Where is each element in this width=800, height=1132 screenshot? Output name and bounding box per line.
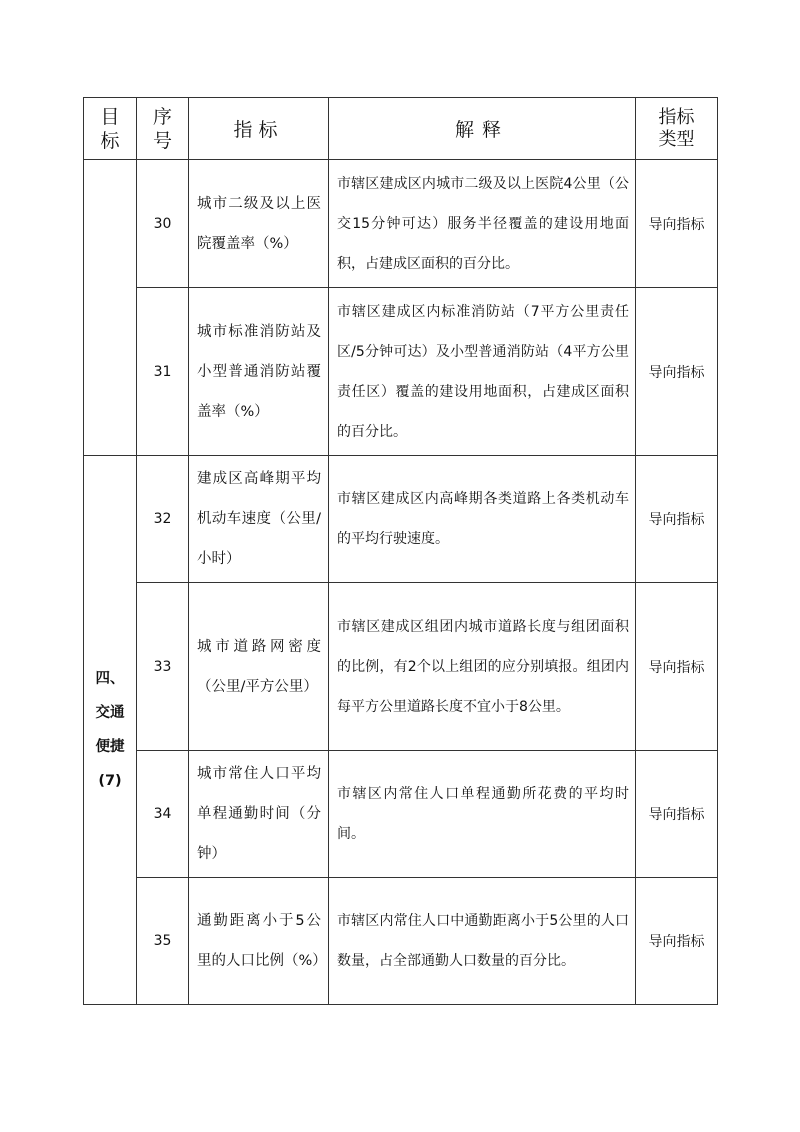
table-row [84, 160, 718, 288]
explanation-cell: 市辖区内常住人口中通勤距离小于5公里的人口数量，占全部通勤人口数量的百分比。 [329, 878, 636, 1005]
row-number: 34 [137, 751, 189, 878]
table-row [84, 751, 718, 878]
row-number: 35 [137, 878, 189, 1005]
type-cell: 导向指标 [636, 878, 718, 1005]
header-row [84, 98, 718, 160]
indicator-cell: 城市道路网密度（公里/平方公里） [189, 583, 329, 751]
header-type: 指标 类型 [636, 98, 718, 160]
row-number: 31 [137, 288, 189, 456]
type-cell: 导向指标 [636, 751, 718, 878]
indicator-cell: 建成区高峰期平均机动车速度（公里/小时） [189, 456, 329, 583]
header-explanation: 解释 [329, 98, 636, 160]
explanation-cell: 市辖区建成区内标准消防站（7平方公里责任区/5分钟可达）及小型普通消防站（4平方公里责任区）覆盖的建设用地面积，占建成区面积的百分比。 [329, 288, 636, 456]
row-number: 33 [137, 583, 189, 751]
indicator-cell: 城市常住人口平均单程通勤时间（分钟） [189, 751, 329, 878]
goal-cell-transport: 四、 交通 便捷 (7) [84, 456, 137, 1005]
goal-cell-previous [84, 160, 137, 456]
explanation-cell: 市辖区建成区组团内城市道路长度与组团面积的比例，有2个以上组团的应分别填报。组团内每平方公里道路长度不宜小于8公里。 [329, 583, 636, 751]
table-row [84, 583, 718, 751]
row-number: 32 [137, 456, 189, 583]
indicator-cell: 通勤距离小于5公里的人口比例（%） [189, 878, 329, 1005]
indicator-cell: 城市二级及以上医院覆盖率（%） [189, 160, 329, 288]
type-cell: 导向指标 [636, 456, 718, 583]
header-indicator: 指标 [189, 98, 329, 160]
indicator-table [83, 97, 718, 1005]
explanation-cell: 市辖区内常住人口单程通勤所花费的平均时间。 [329, 751, 636, 878]
explanation-cell: 市辖区建成区内高峰期各类道路上各类机动车的平均行驶速度。 [329, 456, 636, 583]
type-cell: 导向指标 [636, 583, 718, 751]
indicator-cell: 城市标准消防站及小型普通消防站覆盖率（%） [189, 288, 329, 456]
row-number: 30 [137, 160, 189, 288]
type-cell: 导向指标 [636, 160, 718, 288]
header-seq: 序 号 [137, 98, 189, 160]
table-row [84, 288, 718, 456]
type-cell: 导向指标 [636, 288, 718, 456]
table-row [84, 456, 718, 583]
explanation-cell: 市辖区建成区内城市二级及以上医院4公里（公交15分钟可达）服务半径覆盖的建设用地面积，占建成区面积的百分比。 [329, 160, 636, 288]
table-row [84, 878, 718, 1005]
header-goal: 目 标 [84, 98, 137, 160]
